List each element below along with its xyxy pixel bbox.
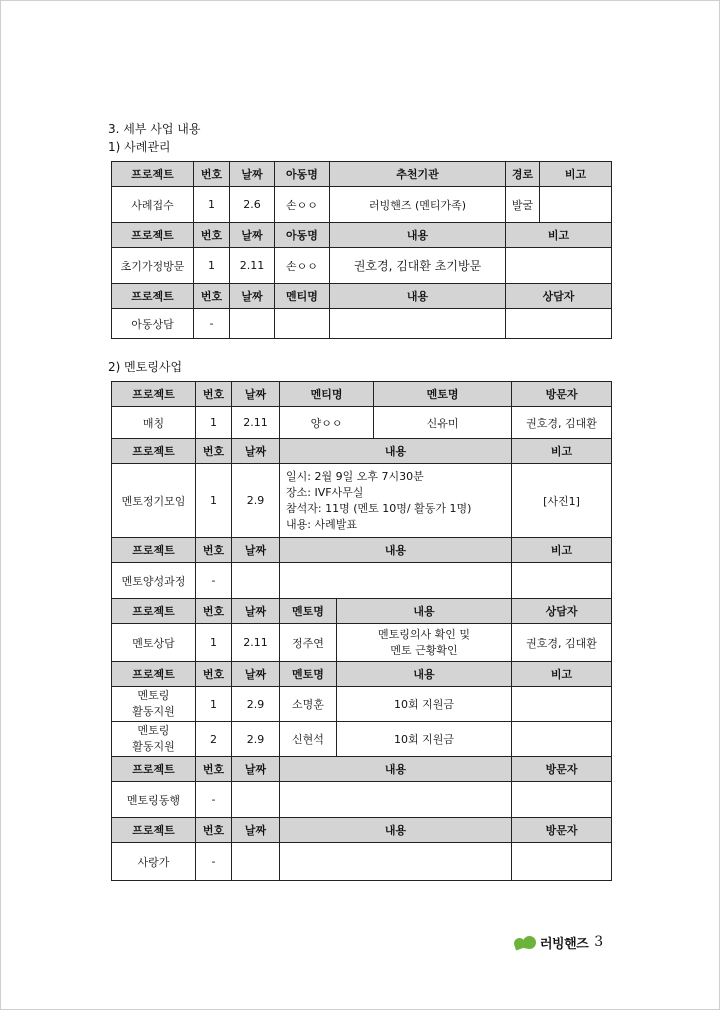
table-cell: 2.11 bbox=[232, 624, 280, 662]
table-cell bbox=[230, 309, 275, 339]
header-cell: 날짜 bbox=[232, 757, 280, 782]
table-cell bbox=[506, 309, 612, 339]
table-cell: 10회 지원금 bbox=[337, 722, 512, 757]
table-row bbox=[112, 722, 612, 757]
table-cell: 1 bbox=[194, 248, 230, 284]
table-cell: 멘토정기모임 bbox=[112, 464, 196, 538]
case-management-heading: 1) 사례관리 bbox=[108, 140, 171, 154]
table-cell bbox=[232, 563, 280, 599]
table-cell: 사례접수 bbox=[112, 187, 194, 223]
header-cell: 내용 bbox=[337, 599, 512, 624]
table-cell: 2.9 bbox=[232, 464, 280, 538]
header-cell: 번호 bbox=[196, 599, 232, 624]
table-header-row bbox=[112, 162, 612, 187]
table-cell: - bbox=[196, 782, 232, 818]
table-cell: 2.11 bbox=[232, 407, 280, 439]
header-cell: 날짜 bbox=[230, 284, 275, 309]
header-cell: 날짜 bbox=[232, 662, 280, 687]
header-cell: 비고 bbox=[540, 162, 612, 187]
header-cell: 비고 bbox=[512, 662, 612, 687]
case-management-table bbox=[111, 161, 612, 339]
header-cell: 내용 bbox=[280, 818, 512, 843]
table-cell bbox=[512, 722, 612, 757]
table-header-row bbox=[112, 538, 612, 563]
table-row bbox=[112, 187, 612, 223]
header-cell: 프로젝트 bbox=[112, 382, 196, 407]
table-cell bbox=[540, 187, 612, 223]
table-cell: 2.9 bbox=[232, 722, 280, 757]
table-row bbox=[112, 248, 612, 284]
table-cell: 러빙핸즈 (멘티가족) bbox=[330, 187, 506, 223]
header-cell: 날짜 bbox=[232, 599, 280, 624]
table-cell bbox=[512, 687, 612, 722]
header-cell: 프로젝트 bbox=[112, 662, 196, 687]
header-cell: 프로젝트 bbox=[112, 599, 196, 624]
header-cell: 날짜 bbox=[232, 538, 280, 563]
header-cell: 프로젝트 bbox=[112, 284, 194, 309]
table-cell: 소명훈 bbox=[280, 687, 337, 722]
header-cell: 프로젝트 bbox=[112, 818, 196, 843]
header-cell: 프로젝트 bbox=[112, 223, 194, 248]
header-cell: 내용 bbox=[280, 757, 512, 782]
table-cell: 1 bbox=[196, 464, 232, 538]
table-cell bbox=[512, 843, 612, 881]
table-cell: 초기가정방문 bbox=[112, 248, 194, 284]
header-cell: 프로젝트 bbox=[112, 162, 194, 187]
page-number: 3 bbox=[594, 934, 604, 950]
header-cell: 날짜 bbox=[230, 162, 275, 187]
table-cell: 멘토링 활동지원 bbox=[112, 687, 196, 722]
table-cell: 멘토양성과정 bbox=[112, 563, 196, 599]
header-cell: 내용 bbox=[330, 223, 506, 248]
table-header-row bbox=[112, 757, 612, 782]
table-cell: 10회 지원금 bbox=[337, 687, 512, 722]
header-cell: 멘토명 bbox=[374, 382, 512, 407]
table-row bbox=[112, 563, 612, 599]
header-cell: 비고 bbox=[512, 439, 612, 464]
header-cell: 내용 bbox=[280, 439, 512, 464]
table-cell: 권호경, 김대환 bbox=[512, 624, 612, 662]
table-cell: 발굴 bbox=[506, 187, 540, 223]
table-header-row bbox=[112, 818, 612, 843]
table-header-row bbox=[112, 439, 612, 464]
header-cell: 번호 bbox=[196, 538, 232, 563]
header-cell: 프로젝트 bbox=[112, 439, 196, 464]
loving-hands-logo-icon bbox=[512, 932, 538, 952]
table-cell: 사랑가 bbox=[112, 843, 196, 881]
meeting-details-cell: 일시: 2월 9일 오후 7시30분 장소: IVF사무실 참석자: 11명 (멘토 10명/ 활동가 1명) 내용: 사례발표 bbox=[280, 464, 512, 538]
header-cell: 경로 bbox=[506, 162, 540, 187]
header-cell: 상담자 bbox=[512, 599, 612, 624]
table-cell bbox=[330, 309, 506, 339]
table-cell: 1 bbox=[196, 687, 232, 722]
table-cell: 매칭 bbox=[112, 407, 196, 439]
table-row bbox=[112, 407, 612, 439]
table-cell bbox=[512, 563, 612, 599]
header-cell: 번호 bbox=[194, 162, 230, 187]
header-cell: 날짜 bbox=[232, 382, 280, 407]
brand-name: 러빙핸즈 bbox=[540, 936, 589, 952]
table-header-row bbox=[112, 662, 612, 687]
mentoring-table bbox=[111, 381, 612, 881]
header-cell: 멘티명 bbox=[275, 284, 330, 309]
header-cell: 번호 bbox=[194, 223, 230, 248]
table-cell: 신유미 bbox=[374, 407, 512, 439]
header-cell: 번호 bbox=[196, 818, 232, 843]
table-cell: - bbox=[196, 843, 232, 881]
header-cell: 멘토명 bbox=[280, 599, 337, 624]
table-cell: 아동상담 bbox=[112, 309, 194, 339]
table-cell bbox=[280, 843, 512, 881]
table-cell: 1 bbox=[196, 407, 232, 439]
header-cell: 내용 bbox=[330, 284, 506, 309]
table-cell: [사진1] bbox=[512, 464, 612, 538]
header-cell: 날짜 bbox=[232, 818, 280, 843]
table-row bbox=[112, 464, 612, 538]
table-row bbox=[112, 624, 612, 662]
table-cell: 2.9 bbox=[232, 687, 280, 722]
table-cell: 손ㅇㅇ bbox=[275, 187, 330, 223]
table-cell: - bbox=[194, 309, 230, 339]
table-cell: 멘토링동행 bbox=[112, 782, 196, 818]
table-row bbox=[112, 843, 612, 881]
table-cell: 1 bbox=[196, 624, 232, 662]
table-cell: 권호경, 김대환 bbox=[512, 407, 612, 439]
table-cell: 2 bbox=[196, 722, 232, 757]
table-cell bbox=[232, 843, 280, 881]
header-cell: 아동명 bbox=[275, 162, 330, 187]
header-cell: 번호 bbox=[196, 439, 232, 464]
section-title: 3. 세부 사업 내용 bbox=[108, 122, 201, 136]
table-cell bbox=[280, 563, 512, 599]
header-cell: 내용 bbox=[280, 538, 512, 563]
table-cell: 손ㅇㅇ bbox=[275, 248, 330, 284]
header-cell: 번호 bbox=[196, 757, 232, 782]
header-cell: 비고 bbox=[506, 223, 612, 248]
header-cell: 방문자 bbox=[512, 818, 612, 843]
header-cell: 방문자 bbox=[512, 757, 612, 782]
page-footer bbox=[512, 931, 603, 953]
header-cell: 멘티명 bbox=[280, 382, 374, 407]
table-cell: 멘토링 활동지원 bbox=[112, 722, 196, 757]
header-cell: 아동명 bbox=[275, 223, 330, 248]
header-cell: 프로젝트 bbox=[112, 757, 196, 782]
table-row bbox=[112, 309, 612, 339]
table-cell bbox=[512, 782, 612, 818]
table-cell: 2.6 bbox=[230, 187, 275, 223]
header-cell: 내용 bbox=[337, 662, 512, 687]
table-row bbox=[112, 687, 612, 722]
table-row bbox=[112, 782, 612, 818]
header-cell: 추천기관 bbox=[330, 162, 506, 187]
table-cell: 신현석 bbox=[280, 722, 337, 757]
header-cell: 번호 bbox=[196, 662, 232, 687]
header-cell: 날짜 bbox=[232, 439, 280, 464]
table-header-row bbox=[112, 223, 612, 248]
header-cell: 멘토명 bbox=[280, 662, 337, 687]
header-cell: 방문자 bbox=[512, 382, 612, 407]
table-cell: 양ㅇㅇ bbox=[280, 407, 374, 439]
table-cell bbox=[275, 309, 330, 339]
table-cell: 1 bbox=[194, 187, 230, 223]
table-cell: 정주연 bbox=[280, 624, 337, 662]
table-cell bbox=[280, 782, 512, 818]
table-cell: 멘토상담 bbox=[112, 624, 196, 662]
header-cell: 비고 bbox=[512, 538, 612, 563]
table-cell: 2.11 bbox=[230, 248, 275, 284]
mentoring-heading: 2) 멘토링사업 bbox=[108, 360, 183, 374]
header-cell: 프로젝트 bbox=[112, 538, 196, 563]
table-cell bbox=[232, 782, 280, 818]
header-cell: 날짜 bbox=[230, 223, 275, 248]
table-header-row bbox=[112, 382, 612, 407]
header-cell: 상담자 bbox=[506, 284, 612, 309]
table-header-row bbox=[112, 599, 612, 624]
table-cell: 멘토링의사 확인 및 멘토 근황확인 bbox=[337, 624, 512, 662]
table-cell bbox=[506, 248, 612, 284]
table-header-row bbox=[112, 284, 612, 309]
table-cell: - bbox=[196, 563, 232, 599]
table-cell: 권호경, 김대환 초기방문 bbox=[330, 248, 506, 284]
header-cell: 번호 bbox=[196, 382, 232, 407]
header-cell: 번호 bbox=[194, 284, 230, 309]
